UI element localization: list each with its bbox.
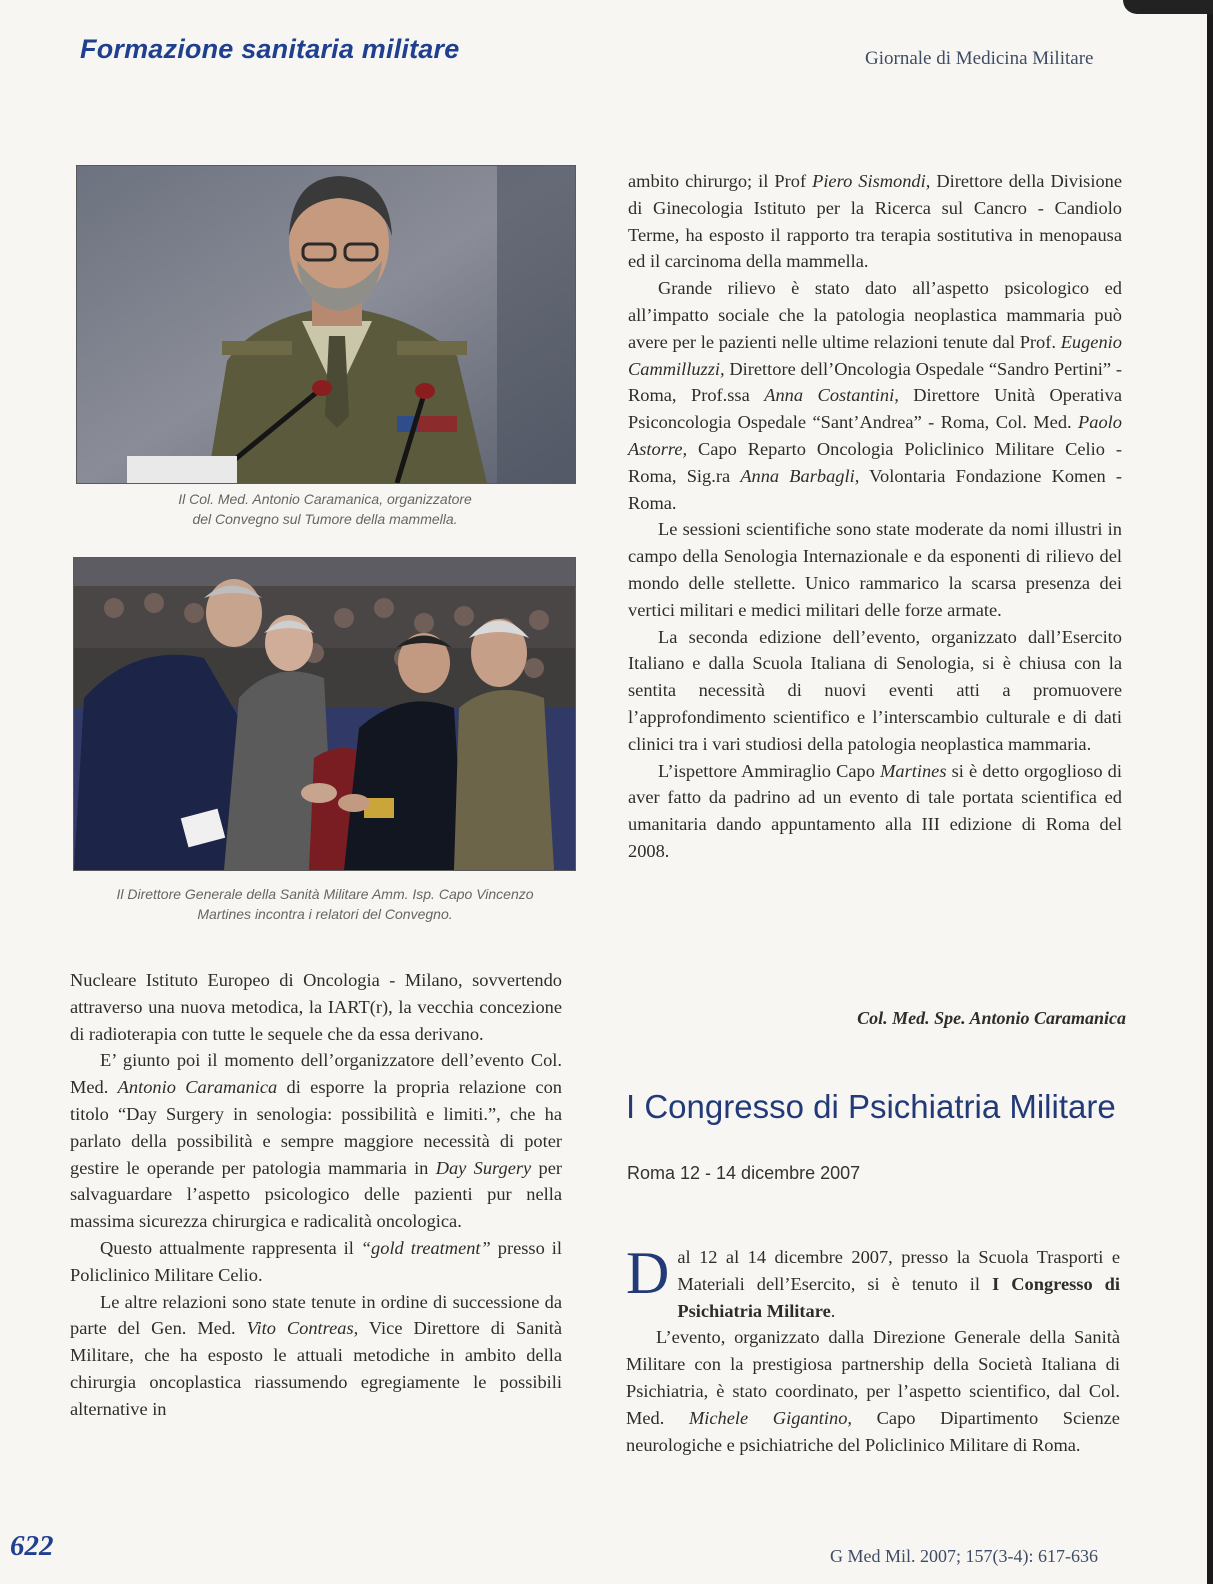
journal-citation: G Med Mil. 2007; 157(3-4): 617-636 — [830, 1546, 1098, 1566]
speaker-name: Piero Sismondi, — [812, 171, 931, 191]
article-subtitle: Roma 12 - 14 dicembre 2007 — [627, 1163, 861, 1183]
figure-2-caption: Il Direttore Generale della Sanità Militare Amm. Isp. Capo Vincenzo Martines incontra i relatori del Convegno. — [116, 886, 534, 922]
right-column-text — [628, 168, 1122, 865]
section-title: Formazione sanitaria militare — [80, 34, 460, 64]
photo-handshake-scene — [73, 557, 576, 871]
second-article-text — [626, 1240, 1121, 1458]
paragraph: La seconda edizione dell’evento, organizzato dall’Esercito Italiano e dalla Scuola Italiana di Senologia, si è chiusa con la sentita necessità di nuovi eventi atti a promuovere l’approfondimento scientifico e l’interscambio culturale e di dati clinici tra i vari studiosi della patologia neoplastica mammaria. — [628, 626, 1122, 754]
paragraph: Questo attualmente rappresenta il “gold treatment” presso il Policlinico Militare Celio. — [70, 1237, 562, 1285]
page-number: 622 — [10, 1530, 54, 1562]
figure-1-caption: Il Col. Med. Antonio Caramanica, organizzatore del Convegno sul Tumore della mammella. — [178, 491, 472, 527]
speaker-name: Vito Contreas, — [246, 1318, 359, 1339]
paragraph: L’evento, organizzato dalla Direzione Generale della Sanità Militare con la prestigiosa partnership della Società Italiana di Psichiatria, è stato coordinato, per l’aspetto scientifico, dal Col. Med. Michele Gigantino, Capo Dipartimento Scienze neurologiche e psichiatriche del Policlinico Militare di Roma. — [626, 1327, 1120, 1455]
paragraph: ambito chirurgo; il Prof Piero Sismondi, Direttore della Divisione di Ginecologia Istituto per la Ricerca sul Cancro - Candiolo Terme, ha esposto il rapporto tra terapia sostitutiva in menopausa ed il carcinoma della mammella. — [628, 171, 1122, 272]
page-corner-shadow — [1123, 0, 1213, 14]
article-title: I Congresso di Psichiatria Militare — [626, 1088, 1116, 1125]
left-column-text — [70, 967, 562, 1423]
paragraph: Le altre relazioni sono state tenute in ordine di successione da parte del Gen. Med. Vito Contreas, Vice Direttore di Sanità Militare, che ha esposto le attuali metodiche in ambito della chirurgia oncoplastica riassumendo egregiamente le possibili alternative in — [70, 1291, 563, 1419]
speaker-name: Antonio Caramanica — [117, 1077, 278, 1098]
paragraph: Nucleare Istituto Europeo di Oncologia - Milano, sovvertendo attraverso una nuova metodica, la IART(r), la vecchia concezione di radioterapia con tutte le sequele che da essa derivano. — [70, 970, 562, 1044]
paragraph: L’ispettore Ammiraglio Capo Martines si è detto orgoglioso di aver fatto da padrino ad un evento di tale portata scientifica ed umanitaria dando appuntamento alla III edizione di Roma del 2008. — [628, 760, 1122, 861]
paragraph: Le sessioni scientifiche sono state moderate da nomi illustri in campo della Senologia Internazionale e da esponenti di rilievo del mondo delle stellette. Unico rammarico la scarsa presenza dei vertici militari e medici militari delle forze armate. — [628, 519, 1122, 620]
journal-name: Giornale di Medicina Militare — [865, 48, 1094, 69]
page-edge-shadow — [1207, 0, 1213, 1584]
photo-speaker-at-podium — [76, 165, 576, 484]
paragraph: D al 12 al 14 dicembre 2007, presso la Scuola Trasporti e Materiali dell’Esercito, si è tenuto il I Congresso di Psichiatria Militare. — [626, 1240, 1121, 1321]
paragraph: E’ giunto poi il momento dell’organizzatore dell’evento Col. Med. Antonio Caramanica di esporre la propria relazione con titolo “Day Surgery in senologia: possibilità e limiti.”, che ha parlato della possibilità e sempre maggiore necessità di poter gestire le operande per patologia mammaria in Day Surgery per salvaguardare l’aspetto psicologico delle pazienti pur nella massima sicurezza chirurgica e radicalità oncologica. — [70, 1050, 562, 1232]
paragraph: Grande rilievo è stato dato all’aspetto psicologico ed all’impatto sociale che la patologia neoplastica mammaria può avere per le pazienti nelle ultime relazioni tenute dal Prof. Eugenio Cammilluzzi, Direttore dell’Oncologia Ospedale “Sandro Pertini” - Roma, Prof.ssa Anna Costantini, Direttore Unità Operativa Psiconcologia Ospedale “Sant’Andrea” - Roma, Col. Med. Paolo Astorre, Capo Reparto Oncologia Policlinico Militare Celio - Roma, Sig.ra Anna Barbagli, Volontaria Fondazione Komen - Roma. — [628, 278, 1122, 513]
author-signature: Col. Med. Spe. Antonio Caramanica — [857, 1008, 1126, 1028]
drop-cap: D — [626, 1240, 670, 1306]
